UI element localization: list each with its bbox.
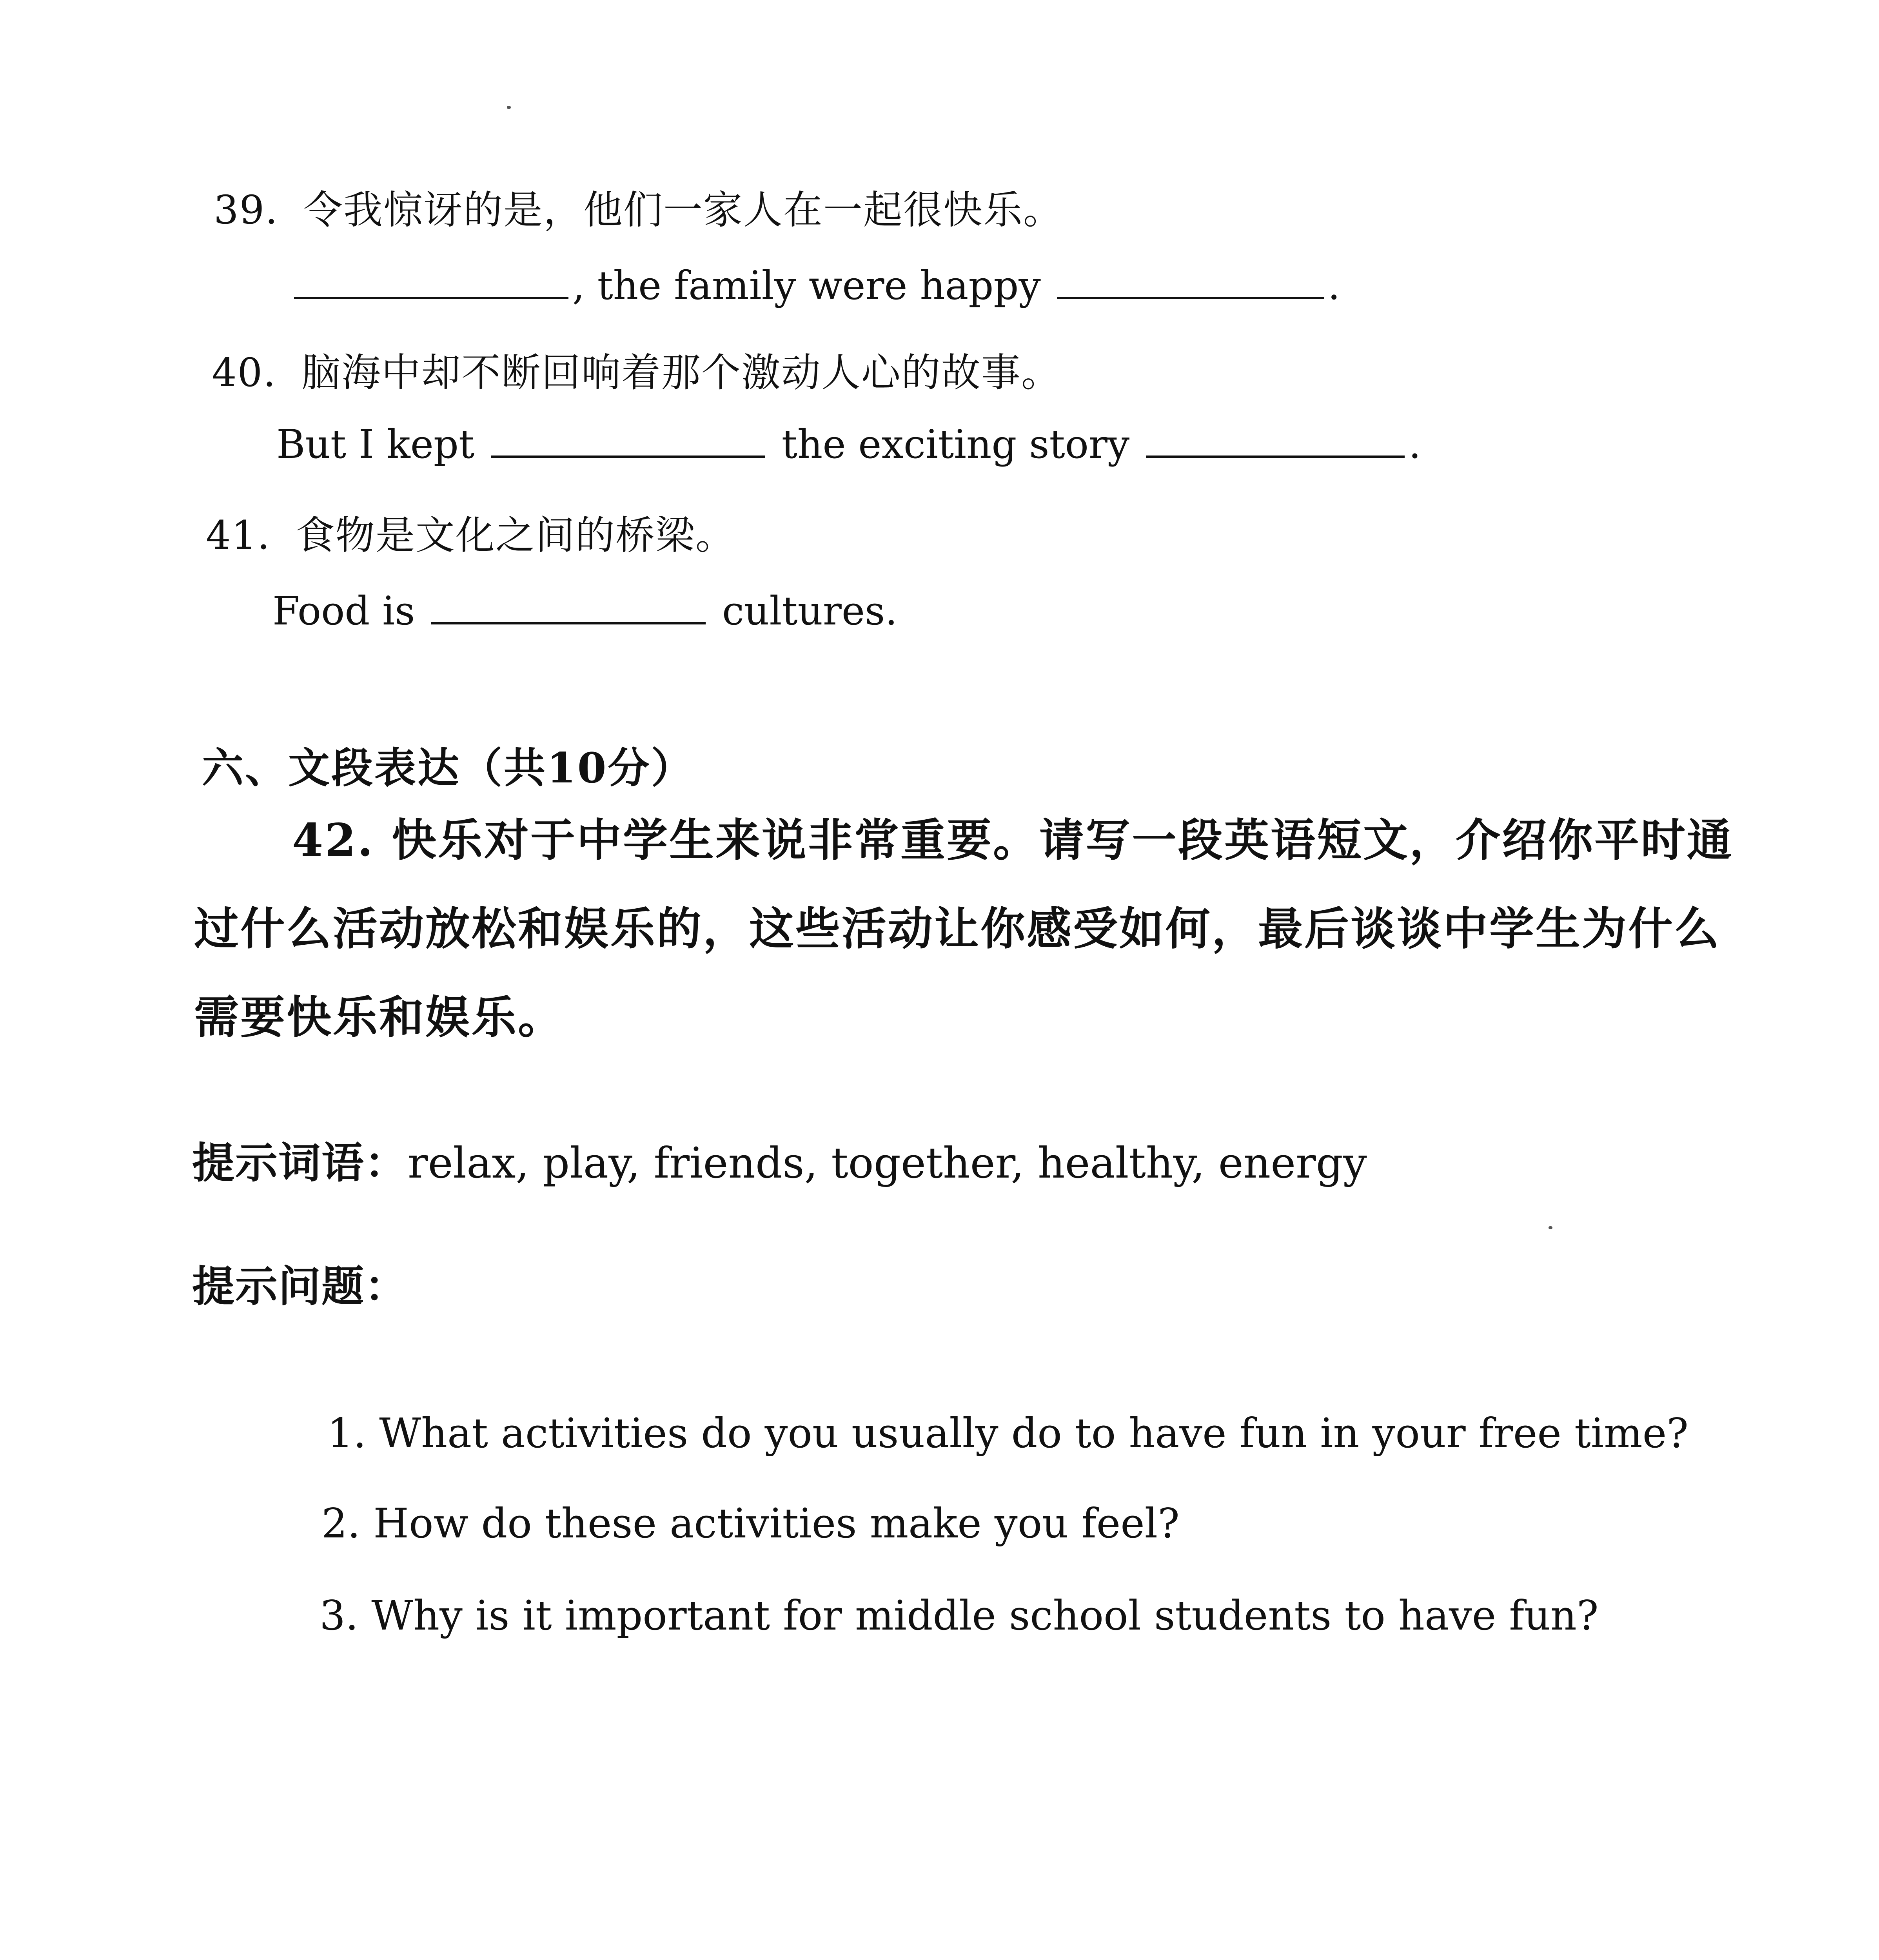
question-39-answer-line <box>290 263 1340 309</box>
question-40-stem <box>212 341 1061 397</box>
sentence-fragment: cultures. <box>722 588 898 634</box>
answer-blank[interactable] <box>431 591 706 624</box>
prompt-question-3: 3. Why is it important for middle school students to have fun? <box>320 1592 1599 1639</box>
answer-blank[interactable] <box>1057 265 1324 299</box>
question-number: 41. <box>206 512 271 558</box>
answer-blank[interactable] <box>491 424 765 458</box>
sentence-fragment: . <box>1409 421 1421 467</box>
prompt-question-1: 1. What activities do you usually do to have fun in your free time? <box>327 1409 1689 1457</box>
sentence-fragment: . <box>1327 263 1340 309</box>
answer-blank[interactable] <box>294 265 568 299</box>
question-40-answer-line <box>276 421 1421 467</box>
hint-words <box>192 1129 1367 1190</box>
question-number: 40. <box>212 350 277 396</box>
question-number: 39. <box>214 187 279 233</box>
sentence-fragment: the exciting story <box>781 421 1130 467</box>
scan-speck <box>1549 1226 1552 1229</box>
question-39-stem <box>214 178 1063 235</box>
hint-words-label: 提示词语： <box>192 1138 408 1188</box>
sentence-fragment: But I kept <box>276 421 475 467</box>
hint-words-list: relax, play, friends, together, healthy, energy <box>408 1139 1367 1188</box>
question-chinese: 令我惊讶的是，他们一家人在一起很快乐。 <box>303 187 1063 233</box>
question-41-answer-line <box>272 588 897 634</box>
sentence-fragment: , the family were happy <box>572 263 1041 309</box>
question-41-stem <box>206 504 735 560</box>
answer-blank[interactable] <box>1146 424 1405 458</box>
scan-speck <box>507 106 511 109</box>
prompt-question-2: 2. How do these activities make you feel? <box>321 1499 1180 1547</box>
question-chinese: 食物是文化之间的桥梁。 <box>295 512 735 558</box>
section-title: 六、文段表达（共10分） <box>202 743 694 792</box>
writing-task-instructions: 42. 快乐对于中学生来说非常重要。请写一段英语短文，介绍你平时通过什么活动放松和娱乐的，这些活动让你感受如何，最后谈谈中学生为什么需要快乐和娱乐。 <box>194 814 1734 1044</box>
question-chinese: 脑海中却不断回响着那个激动人心的故事。 <box>301 350 1061 396</box>
hint-questions-label: 提示问题： <box>192 1262 408 1311</box>
sentence-fragment: Food is <box>272 588 415 634</box>
